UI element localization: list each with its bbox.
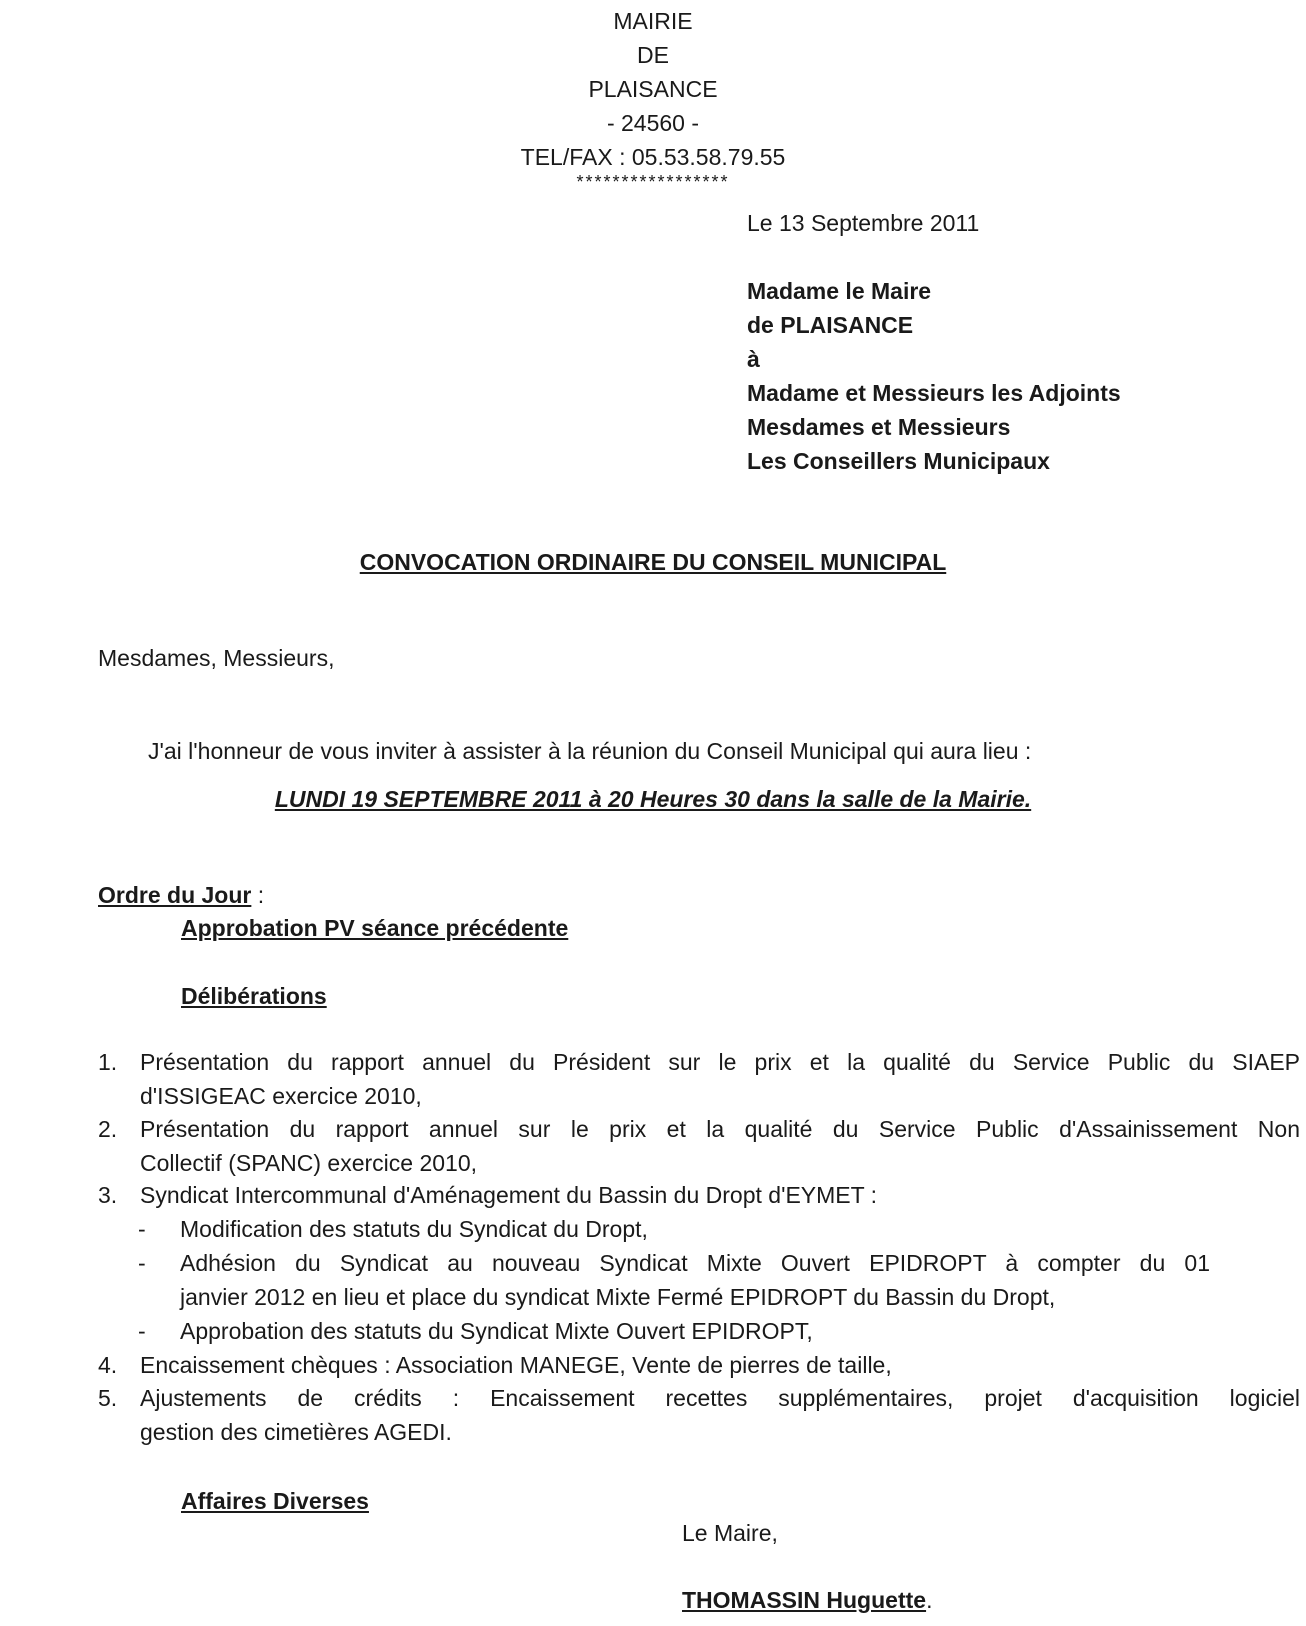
letterhead-postal-code: - 24560 - bbox=[606, 110, 700, 136]
sub-list-text: Modification des statuts du Syndicat du Dropt, bbox=[180, 1216, 648, 1242]
recipient-line-3: Les Conseillers Municipaux bbox=[747, 448, 1050, 474]
agenda-colon: : bbox=[251, 882, 265, 908]
recipient-to: à bbox=[747, 346, 760, 372]
sender-line-2: de PLAISANCE bbox=[747, 312, 914, 338]
salutation: Mesdames, Messieurs, bbox=[98, 645, 335, 671]
list-item-text: Ajustements de crédits : Encaissement recettes supplémentaires, projet d'acquisition logiciel bbox=[140, 1385, 1300, 1411]
sub-list-dash: - bbox=[138, 1216, 146, 1242]
list-item-number: 1. bbox=[98, 1049, 118, 1075]
signature-name-line bbox=[682, 1583, 932, 1617]
sub-list-text: Approbation des statuts du Syndicat Mixte Ouvert EPIDROPT, bbox=[180, 1318, 813, 1344]
list-item-number: 2. bbox=[98, 1116, 118, 1142]
list-item-number: 4. bbox=[98, 1352, 118, 1378]
signature-period: . bbox=[926, 1587, 933, 1613]
list-item-text: gestion des cimetières AGEDI. bbox=[140, 1419, 452, 1445]
recipient-line-2: Mesdames et Messieurs bbox=[747, 414, 1011, 440]
agenda-misc: Affaires Diverses bbox=[181, 1488, 369, 1514]
letter-date: Le 13 Septembre 2011 bbox=[747, 210, 980, 236]
letterhead-separator: ***************** bbox=[576, 172, 730, 192]
list-item-text: Présentation du rapport annuel sur le prix et la qualité du Service Public d'Assainissement Non bbox=[140, 1116, 1300, 1142]
sub-list-dash: - bbox=[138, 1250, 146, 1276]
list-item-number: 5. bbox=[98, 1385, 118, 1411]
agenda-deliberations: Délibérations bbox=[181, 983, 327, 1009]
agenda-label: Ordre du Jour bbox=[98, 882, 252, 908]
sub-list-dash: - bbox=[138, 1318, 146, 1344]
sender-line-1: Madame le Maire bbox=[747, 278, 932, 304]
list-item-text: d'ISSIGEAC exercice 2010, bbox=[140, 1083, 422, 1109]
meeting-details: LUNDI 19 SEPTEMBRE 2011 à 20 Heures 30 dans la salle de la Mairie. bbox=[274, 786, 1032, 812]
document-title: CONVOCATION ORDINAIRE DU CONSEIL MUNICIPAL bbox=[359, 549, 947, 575]
letterhead-town: PLAISANCE bbox=[588, 76, 718, 102]
list-item-text: Présentation du rapport annuel du Président sur le prix et la qualité du Service Public du SIAEP bbox=[140, 1049, 1300, 1075]
agenda-heading bbox=[98, 878, 264, 912]
list-item-text: Collectif (SPANC) exercice 2010, bbox=[140, 1150, 478, 1176]
recipient-block bbox=[747, 274, 1121, 478]
signature-name: THOMASSIN Huguette bbox=[682, 1587, 927, 1613]
signature-role: Le Maire, bbox=[682, 1520, 778, 1546]
letterhead-de: DE bbox=[637, 42, 669, 68]
list-item-text: Encaissement chèques : Association MANEGE, Vente de pierres de taille, bbox=[140, 1352, 892, 1378]
invitation-text: J'ai l'honneur de vous inviter à assister à la réunion du Conseil Municipal qui aura lieu : bbox=[148, 738, 1032, 764]
agenda-approval: Approbation PV séance précédente bbox=[181, 915, 569, 941]
letterhead-mairie: MAIRIE bbox=[613, 8, 693, 34]
letterhead bbox=[0, 4, 1306, 174]
list-item-text: Syndicat Intercommunal d'Aménagement du Bassin du Dropt d'EYMET : bbox=[140, 1182, 878, 1208]
list-item-number: 3. bbox=[98, 1182, 118, 1208]
recipient-line-1: Madame et Messieurs les Adjoints bbox=[747, 380, 1121, 406]
sub-list-text: janvier 2012 en lieu et place du syndicat Mixte Fermé EPIDROPT du Bassin du Dropt, bbox=[180, 1284, 1056, 1310]
letterhead-phone-fax: TEL/FAX : 05.53.58.79.55 bbox=[520, 144, 786, 170]
sub-list-text: Adhésion du Syndicat au nouveau Syndicat Mixte Ouvert EPIDROPT à compter du 01 bbox=[180, 1250, 1210, 1276]
